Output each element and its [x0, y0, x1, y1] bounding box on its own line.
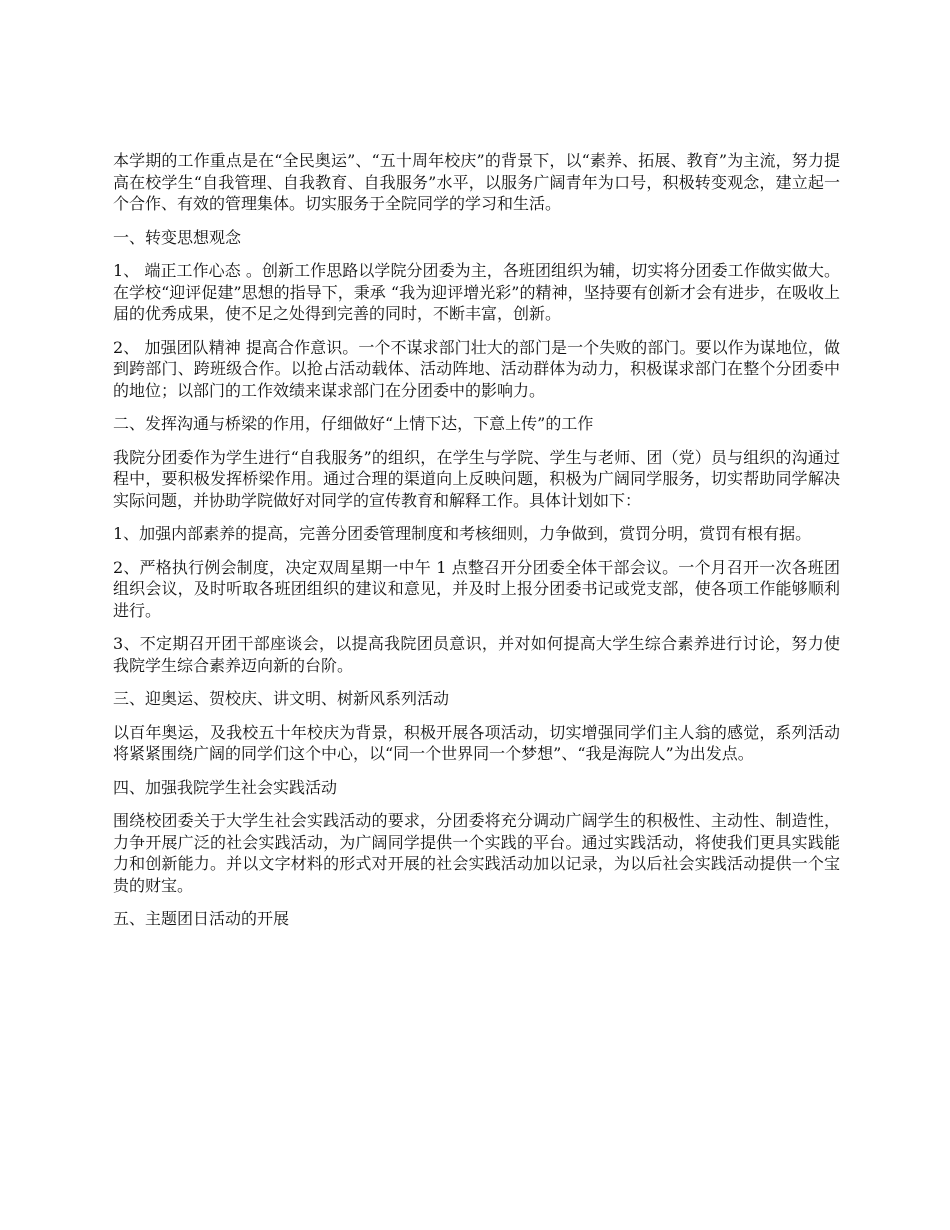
section-heading-3: 三、迎奥运、贺校庆、讲文明、树新风系列活动 — [113, 689, 450, 708]
paragraph-2-2: 2、严格执行例会制度，决定双周星期一中午 1 点整召开分团委全体干部会议。一个月召开一次各班团组织会议，及时听取各班团组织的建议和意见，并及时上报分团委书记或党支部，使各项工作能够顺利进行。 — [113, 557, 840, 620]
section-heading-4: 四、加强我院学生社会实践活动 — [113, 777, 338, 797]
document-page — [113, 150, 840, 942]
paragraph-3: 以百年奥运，及我校五十年校庆为背景，积极开展各项活动，切实增强同学们主人翁的感觉，系列活动将紧紧围绕广阔的同学们这个中心，以“同一个世界同一个梦想”、“我是海院人”为出发点。 — [113, 722, 840, 763]
section-heading-1: 一、转变思想观念 — [113, 227, 242, 247]
section-heading-2: 二、发挥沟通与桥梁的作用，仔细做好“上情下达，下意上传”的工作 — [113, 414, 594, 433]
paragraph-2-3: 3、不定期召开团干部座谈会，以提高我院团员意识，并对如何提高大学生综合素养进行讨论，努力使我院学生综合素养迈向新的台阶。 — [113, 634, 840, 675]
paragraph-2-intro: 我院分团委作为学生进行“自我服务”的组织，在学生与学院、学生与老师、团（党）员与组织的沟通过程中，要积极发挥桥梁作用。通过合理的渠道向上反映问题，积极为广阔同学服务，切实帮助同学解决实际问题，并协助学院做好对同学的宣传教育和解释工作。具体计划如下： — [113, 447, 840, 510]
paragraph-1-2: 2、 加强团队精神 提高合作意识。一个不谋求部门壮大的部门是一个失败的部门。要以作为谋地位，做到跨部门、跨班级合作。以抢占活动载体、活动阵地、活动群体为动力，积极谋求部门在整个分团委中的地位；以部门的工作效绩来谋求部门在分团委中的影响力。 — [113, 337, 840, 400]
paragraph-2-1: 1、加强内部素养的提高，完善分团委管理制度和考核细则，力争做到，赏罚分明，赏罚有根有据。 — [113, 524, 812, 543]
paragraph-4: 围绕校团委关于大学生社会实践活动的要求，分团委将充分调动广阔学生的积极性、主动性、制造性，力争开展广泛的社会实践活动，为广阔同学提供一个实践的平台。通过实践活动，将使我们更具实践能力和创新能力。并以文字材料的形式对开展的社会实践活动加以记录，为以后社会实践活动提供一个宝贵的财宝。 — [113, 811, 840, 895]
paragraph-1-1: 1、 端正工作心态 。创新工作思路以学院分团委为主，各班团组织为辅，切实将分团委工作做实做大。在学校“迎评促建”思想的指导下，秉承 “我为迎评增光彩”的精神，坚持要有创新才会有进步，在吸收上届的优秀成果，使不足之处得到完善的同时，不断丰富，创新。 — [113, 261, 840, 323]
section-heading-5: 五、主题团日活动的开展 — [113, 909, 290, 928]
intro-paragraph: 本学期的工作重点是在“全民奥运”、“五十周年校庆”的背景下，以“素养、拓展、教育”为主流，努力提高在校学生“自我管理、自我教育、自我服务”水平，以服务广阔青年为口号，积极转变观念，建立起一个合作、有效的管理集体。切实服务于全院同学的学习和生活。 — [113, 151, 840, 213]
